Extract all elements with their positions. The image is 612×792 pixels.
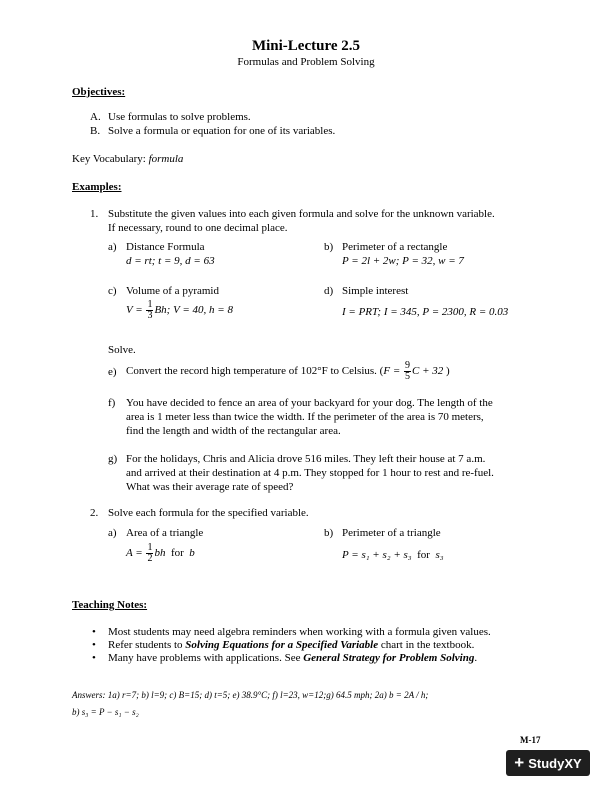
example-1b-label: b)	[324, 241, 334, 253]
example-1d-title: Simple interest	[342, 285, 409, 297]
example-2-instruction: Solve each formula for the specified variable.	[108, 507, 309, 519]
example-2a-fraction	[146, 543, 153, 564]
example-1e-label: e)	[108, 366, 117, 378]
example-1g-line-1: For the holidays, Chris and Alicia drove 516 miles. They left their house at 7 a.m.	[126, 453, 486, 465]
example-2a-rhs: bh	[154, 547, 166, 560]
example-2b-formula	[342, 549, 444, 562]
page-subtitle: Formulas and Problem Solving	[237, 56, 375, 68]
note-2-emphasis: Solving Equations for a Specified Variable	[185, 639, 379, 651]
note-3-post: .	[474, 652, 478, 664]
note-item-2	[90, 639, 491, 652]
note-item-1	[90, 626, 491, 639]
example-1b-title: Perimeter of a rectangle	[342, 241, 448, 253]
note-3-emphasis: General Strategy for Problem Solving	[303, 652, 475, 664]
note-2-pre: Refer students to	[108, 639, 186, 651]
example-1f-line-2: area is 1 meter less than twice the width. If the perimeter of the area is 70 meters,	[126, 411, 484, 423]
example-2a-formula	[126, 543, 195, 564]
example-1-instruction: Substitute the given values into each given formula and solve for the unknown variable.	[108, 208, 495, 220]
example-2a-title: Area of a triangle	[126, 527, 204, 539]
key-vocabulary	[72, 153, 183, 166]
answers-line-1: Answers: 1a) r=7; b) l=9; c) B=15; d) t=5; e) 38.9°C; f) l=23, w=12;g) 64.5 mph; 2a) b = 2A / h;	[72, 690, 429, 700]
objective-b-label: B.	[90, 125, 101, 137]
page-title: Mini-Lecture 2.5	[251, 38, 361, 54]
example-2a-lhs: A =	[126, 547, 146, 560]
example-1a-formula: d = rt; t = 9, d = 63	[126, 255, 215, 267]
example-1b-formula: P = 2l + 2w; P = 32, w = 7	[342, 255, 464, 267]
example-1f-line-1: You have decided to fence an area of your backyard for your dog. The length of the	[126, 397, 493, 409]
example-1c-title: Volume of a pyramid	[126, 285, 219, 297]
example-1e-text	[126, 361, 450, 382]
example-1a-label: a)	[108, 241, 117, 253]
example-1f-line-3: find the length and width of the rectangular area.	[126, 425, 341, 437]
example-1-instruction-2: If necessary, round to one decimal place.	[108, 222, 288, 234]
note-2-post: chart in the textbook.	[378, 639, 475, 651]
example-1f-label: f)	[108, 397, 116, 409]
logo-text: StudyXY	[528, 755, 582, 771]
objective-a-text: Use formulas to solve problems.	[108, 111, 251, 123]
example-1e-frac-den: 5	[405, 371, 410, 382]
example-2b-title: Perimeter of a triangle	[342, 527, 441, 539]
example-2a-for: for	[165, 547, 190, 560]
example-2a-label: a)	[108, 527, 117, 539]
teaching-notes-list	[90, 626, 491, 665]
objectives-heading: Objectives:	[72, 86, 126, 98]
objective-a-label: A.	[90, 111, 101, 123]
example-1e-close: )	[443, 365, 450, 378]
example-1g-line-2: and arrived at their destination at 4 p.m. They stopped for 1 hour to rest and re-fuel.	[126, 467, 494, 479]
objective-b-text: Solve a formula or equation for one of its variables.	[108, 125, 336, 137]
example-1c-rhs: Bh; V = 40, h = 8	[154, 304, 233, 317]
example-1e-rhs: C + 32	[412, 365, 444, 378]
example-1g-label: g)	[108, 453, 118, 465]
example-1c-label: c)	[108, 285, 117, 297]
examples-heading: Examples:	[72, 181, 122, 193]
example-2b-expression: P = s₁ + s₂ + s₃	[342, 549, 412, 561]
example-1c-fraction	[146, 300, 153, 321]
teaching-notes-heading: Teaching Notes:	[72, 599, 148, 611]
answers-line-2: b) s₃ = P − s₁ − s₂	[72, 707, 139, 717]
example-1e-frac-num: 9	[405, 360, 410, 371]
example-1d-formula: I = PRT; I = 345, P = 2300, R = 0.03	[342, 306, 509, 318]
example-1e-prompt: Convert the record high temperature of 102°F to Celsius. (	[126, 365, 384, 378]
note-1-text: Most students may need algebra reminders when working with a formula given values.	[108, 626, 491, 638]
example-2a-frac-num: 1	[147, 542, 153, 553]
vocab-label: Key Vocabulary:	[72, 153, 149, 165]
note-3-pre: Many have problems with applications. See	[108, 652, 304, 664]
page-number: M-17	[520, 735, 541, 745]
example-1c-formula	[126, 300, 233, 321]
example-1c-frac-den: 3	[147, 310, 153, 321]
plus-icon: +	[514, 753, 525, 772]
example-2b-var: s₃	[435, 549, 444, 561]
example-1c-lhs: V =	[126, 304, 146, 317]
example-2b-label: b)	[324, 527, 334, 539]
example-1a-title: Distance Formula	[126, 241, 205, 253]
example-2b-for: for	[411, 549, 436, 561]
example-2-number: 2.	[90, 507, 99, 519]
studyxy-logo	[506, 750, 590, 776]
example-1e-fraction	[404, 361, 411, 382]
example-1c-frac-num: 1	[147, 299, 153, 310]
example-1g-line-3: What was their average rate of speed?	[126, 481, 294, 493]
vocab-term: formula	[148, 153, 184, 165]
example-1d-label: d)	[324, 285, 334, 297]
note-item-3	[90, 652, 491, 665]
example-2a-var: b	[189, 547, 195, 560]
example-1-number: 1.	[90, 208, 99, 220]
example-2a-frac-den: 2	[147, 553, 153, 564]
solve-label: Solve.	[108, 344, 136, 356]
example-1e-lhs: F =	[383, 365, 403, 378]
